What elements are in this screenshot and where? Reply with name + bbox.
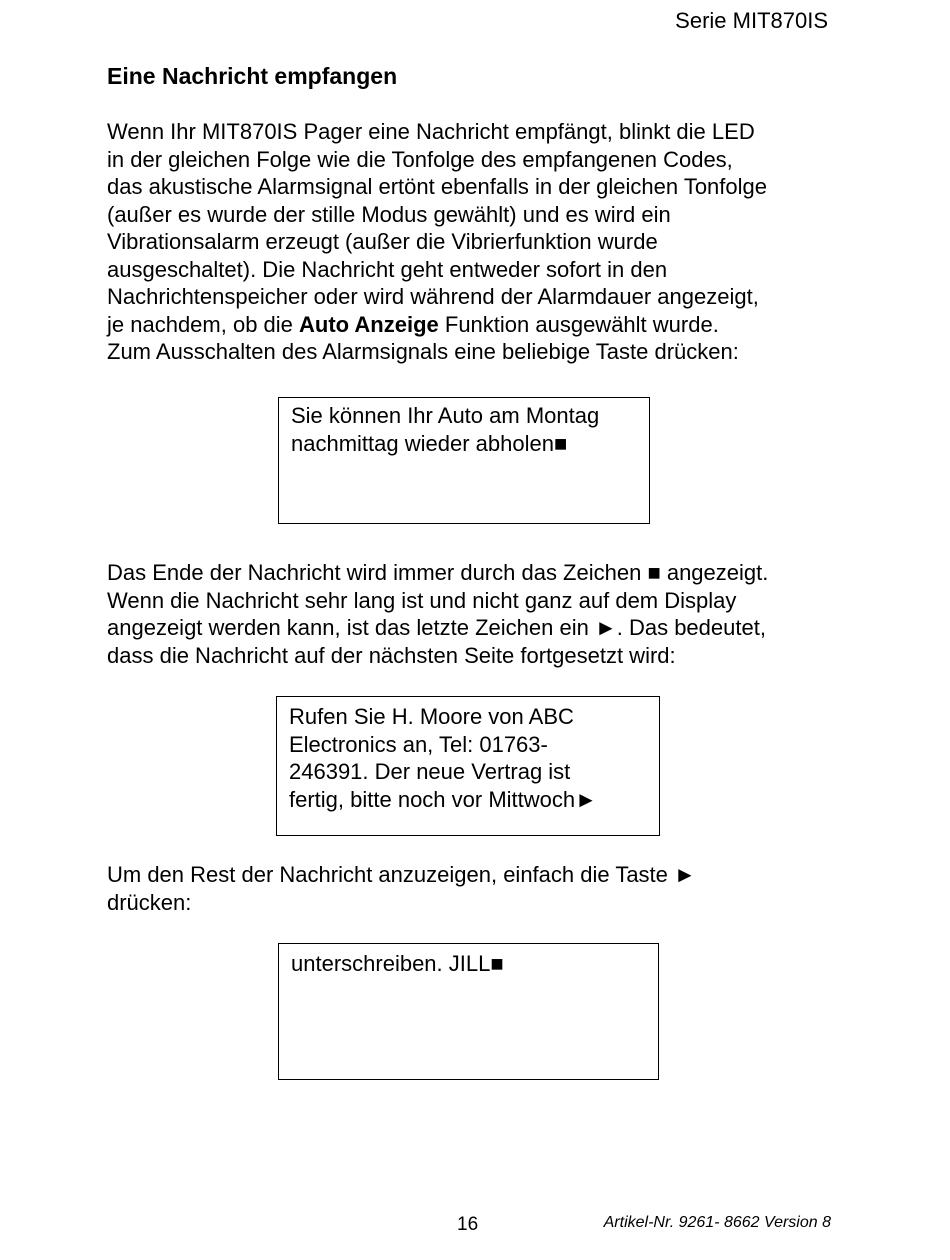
display-line: Rufen Sie H. Moore von ABC (289, 704, 574, 729)
end-marker-paragraph (107, 559, 847, 669)
text-line: in der gleichen Folge wie die Tonfolge des empfangenen Codes, (107, 146, 733, 172)
text-line (107, 311, 847, 339)
page-number: 16 (457, 1214, 479, 1235)
text-fragment: Funktion ausgewählt wurde. (438, 311, 719, 337)
text-line: Zum Ausschalten des Alarmsignals eine beliebige Taste drücken: (107, 339, 739, 364)
display-line: nachmittag wieder abholen■ (291, 430, 568, 456)
display-line: fertig, bitte noch vor Mittwoch► (289, 786, 597, 812)
display-line: 246391. Der neue Vertrag ist (289, 759, 571, 784)
text-line: Um den Rest der Nachricht anzuzeigen, einfach die Taste ► (107, 862, 696, 887)
text-line: Wenn die Nachricht sehr lang ist und nicht ganz auf dem Display (107, 587, 737, 613)
text-line: das akustische Alarmsignal ertönt ebenfalls in der gleichen Tonfolge (107, 174, 767, 199)
article-number: Artikel-Nr. 9261- 8662 Version 8 (603, 1214, 831, 1231)
section-heading: Eine Nachricht empfangen (107, 63, 398, 89)
display-line: unterschreiben. JILL■ (291, 951, 504, 976)
text-fragment: je nachdem, ob die (107, 311, 300, 337)
text-line: drücken: (107, 889, 192, 915)
text-line: angezeigt werden kann, ist das letzte Zeichen ein ►. Das bedeutet, (107, 615, 766, 640)
text-line: Das Ende der Nachricht wird immer durch das Zeichen ■ angezeigt. (107, 560, 769, 585)
pager-display-example-2 (276, 696, 660, 836)
pager-display-example-1 (278, 397, 650, 524)
pager-display-example-3 (278, 943, 659, 1080)
text-line: Vibrationsalarm erzeugt (außer die Vibrierfunktion wurde (107, 229, 658, 254)
text-line: (außer es wurde der stille Modus gewählt) und es wird ein (107, 201, 671, 227)
auto-anzeige-term: Auto Anzeige (299, 311, 439, 337)
text-line: Wenn Ihr MIT870IS Pager eine Nachricht empfängt, blinkt die LED (107, 119, 755, 144)
series-header: Serie MIT870IS (675, 8, 828, 33)
display-line: Electronics an, Tel: 01763- (289, 731, 548, 757)
intro-paragraph (107, 118, 847, 366)
display-line: Sie können Ihr Auto am Montag (291, 403, 600, 428)
text-line: Nachrichtenspeicher oder wird während der Alarmdauer angezeigt, (107, 284, 759, 309)
continue-paragraph (107, 861, 847, 916)
text-line: ausgeschaltet). Die Nachricht geht entweder sofort in den (107, 256, 668, 282)
text-line: dass die Nachricht auf der nächsten Seite fortgesetzt wird: (107, 642, 676, 668)
